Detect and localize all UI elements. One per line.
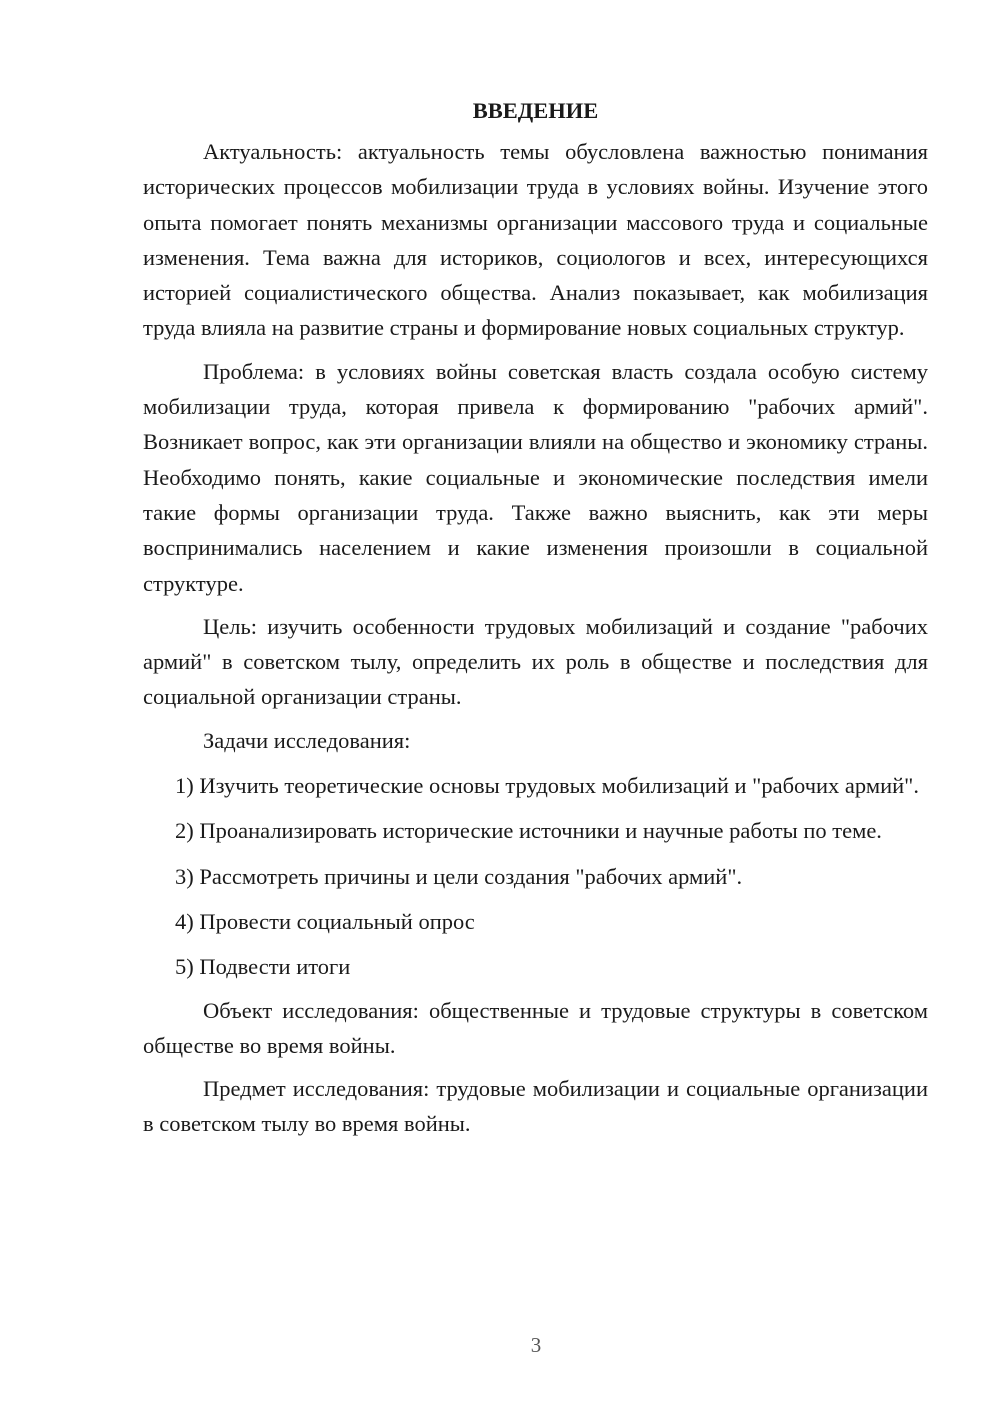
section-heading: ВВЕДЕНИЕ [472, 98, 599, 123]
task-item-5: 5) Подвести итоги [175, 954, 351, 980]
page-number: 3 [530, 1333, 542, 1357]
relevance-paragraph: Актуальность: актуальность темы обусловлена важностью понимания исторических процессов мобилизации труда в условиях войны. Изучение этого опыта помогает понять механизмы организации массового труда и социальные изменения. Тема важна для историков, социологов и всех, интересующихся историей социалистического общества. Анализ показывает, как мобилизация труда влияла на развитие страны и формирование новых социальных структур. [143, 139, 928, 341]
object-paragraph: Объект исследования: общественные и трудовые структуры в советском обществе во время войны. [143, 997, 928, 1058]
task-item-4: 4) Провести социальный опрос [175, 908, 475, 934]
task-item-3: 3) Рассмотреть причины и цели создания "рабочих армий". [175, 863, 743, 889]
task-item-2: 2) Проанализировать исторические источники и научные работы по теме. [175, 818, 882, 844]
problem-paragraph: Проблема: в условиях войны советская власть создала особую систему мобилизации труда, которая привела к формированию "рабочих армий". Возникает вопрос, как эти организации влияли на общество и экономику страны. Необходимо понять, какие социальные и экономические последствия имели такие формы организации труда. Также важно выяснить, как эти меры воспринимались населением и какие изменения произошли в социальной структуре. [143, 358, 928, 596]
page-content [143, 92, 928, 1142]
tasks-title: Задачи исследования: [203, 727, 411, 753]
subject-paragraph: Предмет исследования: трудовые мобилизации и социальные организации в советском тылу во время войны. [143, 1076, 928, 1137]
goal-paragraph: Цель: изучить особенности трудовых мобилизаций и создание "рабочих армий" в советском тылу, определить их роль в обществе и последствия для социальной организации страны. [143, 613, 928, 710]
task-item-1: 1) Изучить теоретические основы трудовых мобилизаций и "рабочих армий". [175, 773, 919, 799]
